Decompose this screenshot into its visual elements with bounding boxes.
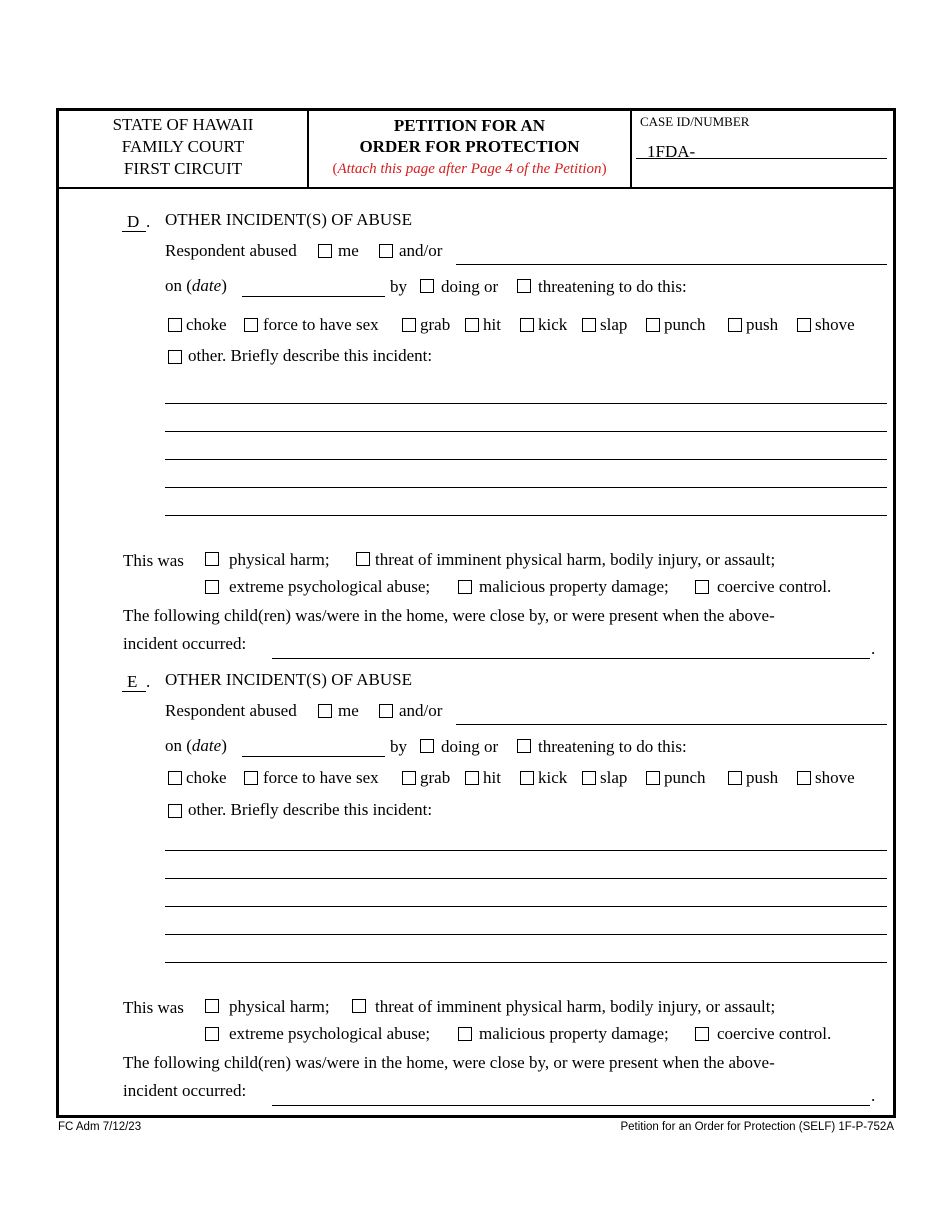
me-checkbox[interactable] bbox=[318, 244, 332, 258]
description-line[interactable] bbox=[165, 459, 887, 460]
choke-checkbox[interactable] bbox=[168, 318, 182, 332]
respondent-abused-label: Respondent abused bbox=[165, 701, 297, 720]
and-or-name-field[interactable] bbox=[456, 724, 887, 725]
other-label: other. Briefly describe this incident: bbox=[188, 800, 433, 819]
kick-label: kick bbox=[538, 315, 568, 334]
title-line-1: PETITION FOR AN bbox=[393, 116, 546, 135]
section-d-letter-line bbox=[122, 231, 146, 232]
section-e-period: . bbox=[146, 672, 151, 691]
property-damage-label: malicious property damage; bbox=[479, 577, 669, 596]
date-label: on (date) bbox=[165, 736, 227, 755]
force-to-have-sex-checkbox[interactable] bbox=[244, 318, 258, 332]
date-field[interactable] bbox=[242, 296, 385, 297]
me-label: me bbox=[338, 241, 359, 260]
section-d-heading: OTHER INCIDENT(S) OF ABUSE bbox=[165, 210, 412, 229]
coercive-control-label: coercive control. bbox=[717, 1024, 832, 1043]
threatening-label: threatening to do this: bbox=[538, 277, 687, 296]
physical-harm-checkbox[interactable] bbox=[205, 999, 219, 1013]
header-col-divider-2 bbox=[630, 110, 632, 187]
choke-label: choke bbox=[186, 315, 227, 334]
children-line-1: The following child(ren) was/were in the home, were close by, or were present when the above- bbox=[123, 606, 775, 625]
section-e-letter: E bbox=[127, 672, 138, 691]
case-label: CASE ID/NUMBER bbox=[640, 114, 750, 129]
header-divider bbox=[56, 187, 896, 189]
and-or-label: and/or bbox=[399, 241, 443, 260]
grab-checkbox[interactable] bbox=[402, 771, 416, 785]
physical-harm-checkbox[interactable] bbox=[205, 552, 219, 566]
threat-harm-label: threat of imminent physical harm, bodily injury, or assault; bbox=[375, 997, 776, 1016]
slap-checkbox[interactable] bbox=[582, 771, 596, 785]
children-line-2: incident occurred: bbox=[123, 1081, 247, 1100]
push-label: push bbox=[746, 768, 779, 787]
section-d-period: . bbox=[146, 212, 151, 231]
description-line[interactable] bbox=[165, 515, 887, 516]
description-line[interactable] bbox=[165, 934, 887, 935]
physical-harm-label: physical harm; bbox=[229, 997, 330, 1016]
force-to-have-sex-checkbox[interactable] bbox=[244, 771, 258, 785]
me-label: me bbox=[338, 701, 359, 720]
description-line[interactable] bbox=[165, 878, 887, 879]
slap-label: slap bbox=[600, 768, 628, 787]
kick-checkbox[interactable] bbox=[520, 318, 534, 332]
choke-checkbox[interactable] bbox=[168, 771, 182, 785]
punch-checkbox[interactable] bbox=[646, 318, 660, 332]
children-line-2: incident occurred: bbox=[123, 634, 247, 653]
punch-checkbox[interactable] bbox=[646, 771, 660, 785]
push-checkbox[interactable] bbox=[728, 318, 742, 332]
threatening-label: threatening to do this: bbox=[538, 737, 687, 756]
children-line-1: The following child(ren) was/were in the home, were close by, or were present when the above- bbox=[123, 1053, 775, 1072]
title-line-2: ORDER FOR PROTECTION bbox=[359, 137, 580, 156]
slap-label: slap bbox=[600, 315, 628, 334]
and-or-name-field[interactable] bbox=[456, 264, 887, 265]
property-damage-label: malicious property damage; bbox=[479, 1024, 669, 1043]
slap-checkbox[interactable] bbox=[582, 318, 596, 332]
other-label: other. Briefly describe this incident: bbox=[188, 346, 433, 365]
property-damage-checkbox[interactable] bbox=[458, 1027, 472, 1041]
push-checkbox[interactable] bbox=[728, 771, 742, 785]
coercive-control-checkbox[interactable] bbox=[695, 1027, 709, 1041]
shove-label: shove bbox=[815, 768, 855, 787]
footer-left: FC Adm 7/12/23 bbox=[58, 1121, 142, 1133]
force-to-have-sex-label: force to have sex bbox=[263, 768, 379, 787]
choke-label: choke bbox=[186, 768, 227, 787]
doing-checkbox[interactable] bbox=[420, 739, 434, 753]
hit-checkbox[interactable] bbox=[465, 771, 479, 785]
date-label: on (date) bbox=[165, 276, 227, 295]
coercive-control-checkbox[interactable] bbox=[695, 580, 709, 594]
psychological-abuse-checkbox[interactable] bbox=[205, 1027, 219, 1041]
and-or-checkbox[interactable] bbox=[379, 244, 393, 258]
attach-note: (Attach this page after Page 4 of the Petition) bbox=[332, 161, 607, 177]
psychological-abuse-checkbox[interactable] bbox=[205, 580, 219, 594]
description-line[interactable] bbox=[165, 850, 887, 851]
description-line[interactable] bbox=[165, 431, 887, 432]
threat-harm-label: threat of imminent physical harm, bodily injury, or assault; bbox=[375, 550, 776, 569]
hit-label: hit bbox=[483, 768, 501, 787]
punch-label: punch bbox=[664, 768, 706, 787]
other-checkbox[interactable] bbox=[168, 350, 182, 364]
psychological-abuse-label: extreme psychological abuse; bbox=[229, 1024, 431, 1043]
threat-harm-checkbox[interactable] bbox=[356, 552, 370, 566]
threatening-checkbox[interactable] bbox=[517, 279, 531, 293]
children-period: . bbox=[871, 1086, 876, 1105]
court-circuit: FIRST CIRCUIT bbox=[123, 159, 243, 178]
doing-label: doing or bbox=[441, 737, 499, 756]
physical-harm-label: physical harm; bbox=[229, 550, 330, 569]
description-line[interactable] bbox=[165, 962, 887, 963]
case-number[interactable]: 1FDA- bbox=[647, 142, 696, 161]
psychological-abuse-label: extreme psychological abuse; bbox=[229, 577, 431, 596]
section-e-letter-line bbox=[122, 691, 146, 692]
children-field[interactable] bbox=[272, 1105, 870, 1106]
other-checkbox[interactable] bbox=[168, 804, 182, 818]
by-label: by bbox=[390, 277, 407, 296]
force-to-have-sex-label: force to have sex bbox=[263, 315, 379, 334]
push-label: push bbox=[746, 315, 779, 334]
kick-label: kick bbox=[538, 768, 568, 787]
by-label: by bbox=[390, 737, 407, 756]
hit-checkbox[interactable] bbox=[465, 318, 479, 332]
doing-checkbox[interactable] bbox=[420, 279, 434, 293]
section-e-heading: OTHER INCIDENT(S) OF ABUSE bbox=[165, 670, 412, 689]
threat-harm-checkbox[interactable] bbox=[352, 999, 366, 1013]
this-was-label: This was bbox=[123, 998, 184, 1017]
court-family: FAMILY COURT bbox=[121, 137, 245, 156]
and-or-label: and/or bbox=[399, 701, 443, 720]
doing-label: doing or bbox=[441, 277, 499, 296]
coercive-control-label: coercive control. bbox=[717, 577, 832, 596]
kick-checkbox[interactable] bbox=[520, 771, 534, 785]
shove-label: shove bbox=[815, 315, 855, 334]
respondent-abused-label: Respondent abused bbox=[165, 241, 297, 260]
me-checkbox[interactable] bbox=[318, 704, 332, 718]
grab-label: grab bbox=[420, 768, 451, 787]
shove-checkbox[interactable] bbox=[797, 318, 811, 332]
threatening-checkbox[interactable] bbox=[517, 739, 531, 753]
date-field[interactable] bbox=[242, 756, 385, 757]
footer-right: Petition for an Order for Protection (SELF) 1F-P-752A bbox=[620, 1121, 894, 1133]
children-period: . bbox=[871, 639, 876, 658]
grab-label: grab bbox=[420, 315, 451, 334]
case-number-line bbox=[636, 158, 887, 159]
section-d-letter: D bbox=[127, 212, 140, 231]
and-or-checkbox[interactable] bbox=[379, 704, 393, 718]
this-was-label: This was bbox=[123, 551, 184, 570]
children-field[interactable] bbox=[272, 658, 870, 659]
grab-checkbox[interactable] bbox=[402, 318, 416, 332]
description-line[interactable] bbox=[165, 403, 887, 404]
court-state: STATE OF HAWAII bbox=[112, 115, 254, 134]
property-damage-checkbox[interactable] bbox=[458, 580, 472, 594]
description-line[interactable] bbox=[165, 906, 887, 907]
description-line[interactable] bbox=[165, 487, 887, 488]
shove-checkbox[interactable] bbox=[797, 771, 811, 785]
punch-label: punch bbox=[664, 315, 706, 334]
hit-label: hit bbox=[483, 315, 501, 334]
